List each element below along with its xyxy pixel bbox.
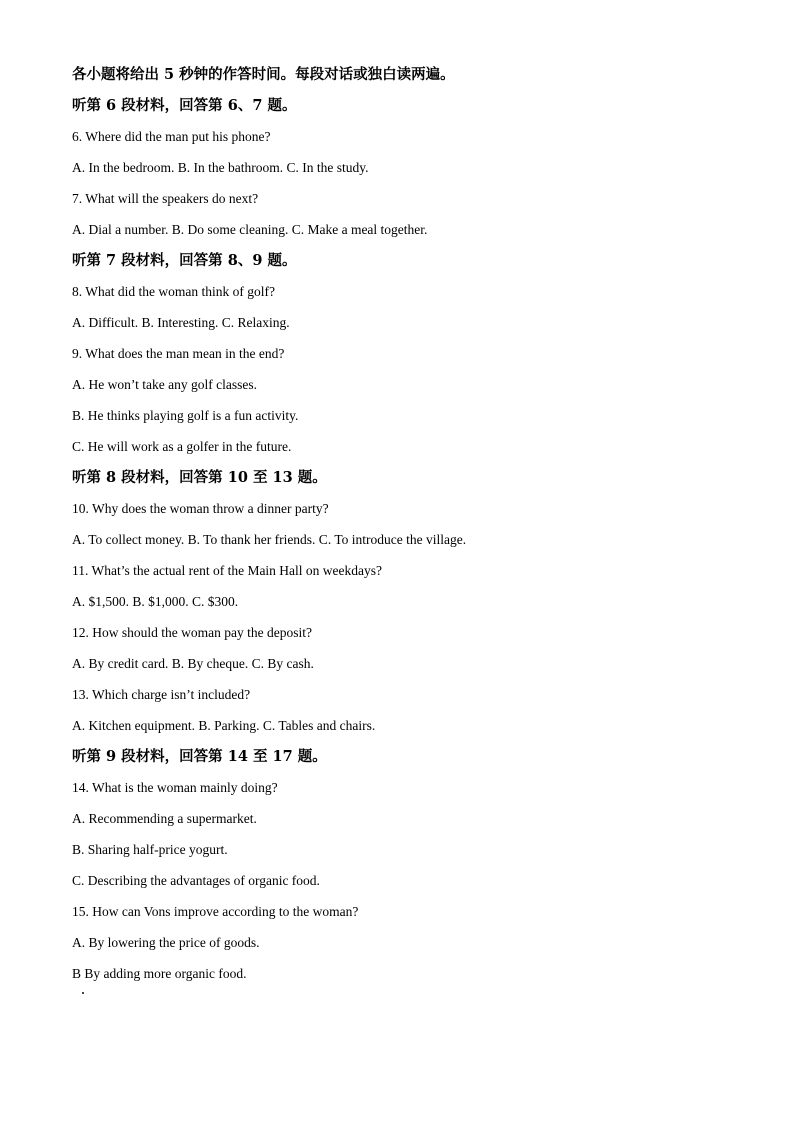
question-7-options: A. Dial a number. B. Do some cleaning. C. Make a meal together. — [72, 222, 428, 237]
instruction-heading: 各小题将给出 5 秒钟的作答时间。每段对话或独白读两遍。 — [72, 66, 455, 83]
section-heading-8: 听第 8 段材料，回答第 10 至 13 题。 — [72, 469, 327, 486]
question-11-options: A. $1,500. B. $1,000. C. $300. — [72, 594, 239, 609]
question-13: 13. Which charge isn’t included? — [72, 687, 251, 702]
question-8: 8. What did the woman think of golf? — [72, 284, 275, 299]
question-12: 12. How should the woman pay the deposit? — [72, 625, 312, 640]
question-7: 7. What will the speakers do next? — [72, 191, 259, 206]
question-12-options: A. By credit card. B. By cheque. C. By cash. — [72, 656, 314, 671]
question-9-option-b: B. He thinks playing golf is a fun activity. — [72, 408, 299, 423]
question-11: 11. What’s the actual rent of the Main Hall on weekdays? — [72, 563, 383, 578]
document-page — [72, 64, 732, 994]
question-14-option-a: A. Recommending a supermarket. — [72, 811, 257, 826]
question-14: 14. What is the woman mainly doing? — [72, 780, 278, 795]
question-10: 10. Why does the woman throw a dinner party? — [72, 501, 329, 516]
question-15-option-a: A. By lowering the price of goods. — [72, 935, 260, 950]
section-heading-7: 听第 7 段材料，回答第 8、9 题。 — [72, 252, 297, 269]
section-heading-6: 听第 6 段材料，回答第 6、7 题。 — [72, 97, 297, 114]
question-9-option-c: C. He will work as a golfer in the future. — [72, 439, 292, 454]
question-14-option-b: B. Sharing half-price yogurt. — [72, 842, 228, 857]
stray-dot-mark — [82, 992, 84, 994]
question-6: 6. Where did the man put his phone? — [72, 129, 271, 144]
question-15: 15. How can Vons improve according to the woman? — [72, 904, 359, 919]
question-9-option-a: A. He won’t take any golf classes. — [72, 377, 257, 392]
question-9: 9. What does the man mean in the end? — [72, 346, 285, 361]
question-6-options: A. In the bedroom. B. In the bathroom. C. In the study. — [72, 160, 369, 175]
question-8-options: A. Difficult. B. Interesting. C. Relaxing. — [72, 315, 290, 330]
question-15-option-b: B By adding more organic food. — [72, 966, 247, 981]
question-10-options: A. To collect money. B. To thank her friends. C. To introduce the village. — [72, 532, 467, 547]
question-14-option-c: C. Describing the advantages of organic food. — [72, 873, 320, 888]
question-13-options: A. Kitchen equipment. B. Parking. C. Tables and chairs. — [72, 718, 376, 733]
section-heading-9: 听第 9 段材料，回答第 14 至 17 题。 — [72, 748, 327, 765]
